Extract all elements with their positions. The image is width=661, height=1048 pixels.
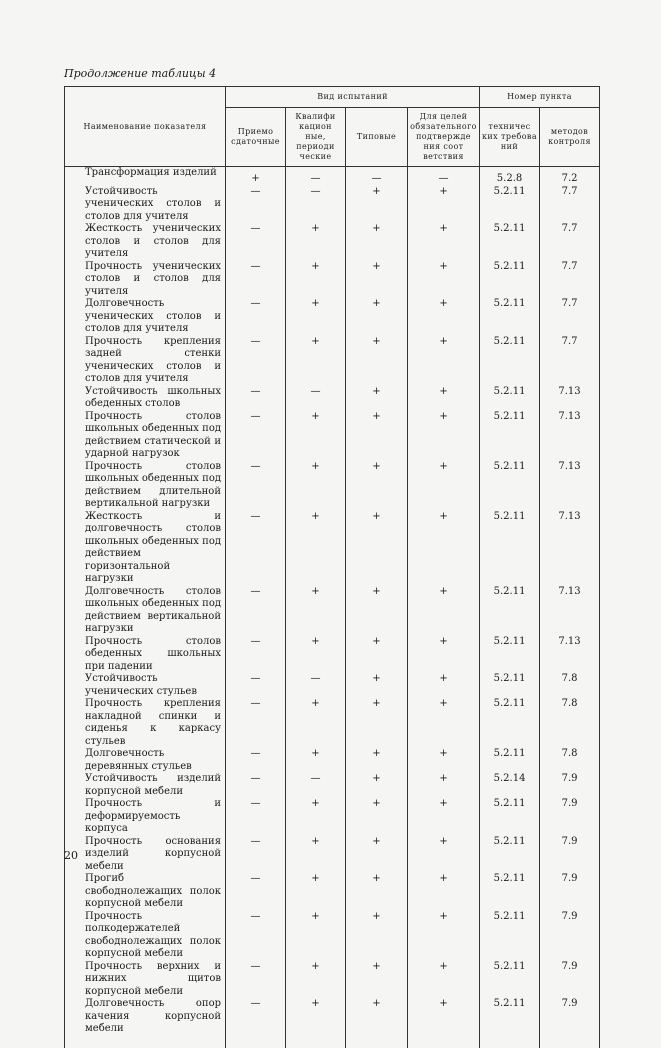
certification-cell: + — [408, 748, 480, 773]
header-acceptance: Приемо сдаточные — [226, 108, 286, 167]
type-test-cell: + — [346, 673, 408, 698]
table-row — [65, 836, 600, 874]
header-name: Наименование показателя — [65, 87, 226, 167]
type-test-cell: — — [346, 167, 408, 186]
row-name: Долговечность столов школьных обеденных под действием вертикальной нагрузки — [65, 586, 226, 636]
qualification-cell: + — [286, 798, 346, 836]
control-method-cell: 7.7 — [540, 186, 600, 224]
acceptance-cell: — — [226, 698, 286, 748]
row-name: Прочность крепления накладной спинки и сиденья к каркасу стульев — [65, 698, 226, 748]
certification-cell: + — [408, 261, 480, 299]
row-name: Прогиб свободнолежащих полок корпусной мебели — [65, 873, 226, 911]
row-name: Прочность основания изделий корпусной мебели — [65, 836, 226, 874]
qualification-cell: + — [286, 698, 346, 748]
tech-req-cell: 5.2.11 — [480, 461, 540, 511]
certification-cell: + — [408, 836, 480, 874]
certification-cell: + — [408, 961, 480, 999]
certification-cell: + — [408, 298, 480, 336]
type-test-cell: + — [346, 698, 408, 748]
control-method-cell: 7.8 — [540, 673, 600, 698]
filler-cell — [65, 1036, 226, 1048]
tests-table — [64, 86, 600, 1048]
table-row — [65, 748, 600, 773]
tech-req-cell: 5.2.14 — [480, 773, 540, 798]
control-method-cell: 7.9 — [540, 873, 600, 911]
acceptance-cell: — — [226, 961, 286, 999]
qualification-cell: + — [286, 511, 346, 586]
filler-cell — [540, 1036, 600, 1048]
acceptance-cell: + — [226, 167, 286, 186]
tech-req-cell: 5.2.11 — [480, 961, 540, 999]
tech-req-cell: 5.2.11 — [480, 386, 540, 411]
control-method-cell: 7.9 — [540, 798, 600, 836]
control-method-cell: 7.13 — [540, 411, 600, 461]
control-method-cell: 7.8 — [540, 748, 600, 773]
table-row — [65, 673, 600, 698]
table-row — [65, 186, 600, 224]
row-name: Прочность ученических столов и столов для учителя — [65, 261, 226, 299]
control-method-cell: 7.13 — [540, 636, 600, 674]
control-method-cell: 7.9 — [540, 998, 600, 1036]
certification-cell: + — [408, 411, 480, 461]
row-name: Устойчивость школьных обеденных столов — [65, 386, 226, 411]
qualification-cell: + — [286, 636, 346, 674]
tech-req-cell: 5.2.11 — [480, 748, 540, 773]
tech-req-cell: 5.2.11 — [480, 261, 540, 299]
row-name: Трансформация изделий — [65, 167, 226, 186]
acceptance-cell: — — [226, 636, 286, 674]
qualification-cell: — — [286, 673, 346, 698]
row-name: Прочность столов обеденных школьных при падении — [65, 636, 226, 674]
header-test-group: Вид испытаний — [226, 87, 480, 108]
table-row — [65, 998, 600, 1036]
control-method-cell: 7.9 — [540, 961, 600, 999]
control-method-cell: 7.9 — [540, 773, 600, 798]
type-test-cell: + — [346, 636, 408, 674]
tech-req-cell: 5.2.11 — [480, 911, 540, 961]
type-test-cell: + — [346, 461, 408, 511]
table-row — [65, 911, 600, 961]
table-row — [65, 336, 600, 386]
control-method-cell: 7.7 — [540, 261, 600, 299]
row-name: Жесткость ученических столов и столов для учителя — [65, 223, 226, 261]
certification-cell: + — [408, 698, 480, 748]
table-row — [65, 411, 600, 461]
row-name: Прочность столов школьных обеденных под действием статической и ударной нагрузок — [65, 411, 226, 461]
type-test-cell: + — [346, 261, 408, 299]
acceptance-cell: — — [226, 298, 286, 336]
filler-cell — [226, 1036, 286, 1048]
row-name: Прочность крепления задней стенки ученических столов и столов для учителя — [65, 336, 226, 386]
table-row — [65, 773, 600, 798]
acceptance-cell: — — [226, 461, 286, 511]
table-row — [65, 961, 600, 999]
acceptance-cell: — — [226, 911, 286, 961]
qualification-cell: — — [286, 167, 346, 186]
certification-cell: + — [408, 511, 480, 586]
table-row — [65, 698, 600, 748]
certification-cell: + — [408, 386, 480, 411]
tech-req-cell: 5.2.11 — [480, 673, 540, 698]
tech-req-cell: 5.2.11 — [480, 636, 540, 674]
qualification-cell: + — [286, 911, 346, 961]
control-method-cell: 7.13 — [540, 511, 600, 586]
row-name: Долговечность ученических столов и столов для учителя — [65, 298, 226, 336]
qualification-cell: + — [286, 961, 346, 999]
table-row — [65, 386, 600, 411]
table-row — [65, 298, 600, 336]
type-test-cell: + — [346, 773, 408, 798]
control-method-cell: 7.7 — [540, 336, 600, 386]
row-name: Прочность верхних и нижних щитов корпусной мебели — [65, 961, 226, 999]
filler-cell — [286, 1036, 346, 1048]
type-test-cell: + — [346, 411, 408, 461]
table-body — [65, 167, 600, 1048]
qualification-cell: — — [286, 386, 346, 411]
filler-cell — [346, 1036, 408, 1048]
acceptance-cell: — — [226, 386, 286, 411]
tech-req-cell: 5.2.11 — [480, 698, 540, 748]
control-method-cell: 7.7 — [540, 223, 600, 261]
row-name: Прочность столов школьных обеденных под действием длительной вертикальной нагрузки — [65, 461, 226, 511]
filler-cell — [408, 1036, 480, 1048]
certification-cell: + — [408, 586, 480, 636]
header-type-test: Типовые — [346, 108, 408, 167]
row-name: Устойчивость изделий корпусной мебели — [65, 773, 226, 798]
row-name: Жесткость и долговечность столов школьных обеденных под действием горизонтальной нагрузки — [65, 511, 226, 586]
certification-cell: + — [408, 998, 480, 1036]
tech-req-cell: 5.2.11 — [480, 998, 540, 1036]
tech-req-cell: 5.2.11 — [480, 798, 540, 836]
type-test-cell: + — [346, 386, 408, 411]
type-test-cell: + — [346, 911, 408, 961]
control-method-cell: 7.8 — [540, 698, 600, 748]
certification-cell: + — [408, 798, 480, 836]
table-row — [65, 636, 600, 674]
certification-cell: + — [408, 636, 480, 674]
certification-cell: + — [408, 873, 480, 911]
header-point-group: Номер пункта — [480, 87, 600, 108]
acceptance-cell: — — [226, 798, 286, 836]
row-name: Устойчивость ученических стульев — [65, 673, 226, 698]
row-name: Прочность и деформируемость корпуса — [65, 798, 226, 836]
table-row — [65, 798, 600, 836]
type-test-cell: + — [346, 336, 408, 386]
type-test-cell: + — [346, 836, 408, 874]
header-certification: Для целей обязательного подтвержде ния соот ветствия — [408, 108, 480, 167]
table-caption: Продолжение таблицы 4 — [64, 67, 217, 80]
type-test-cell: + — [346, 223, 408, 261]
qualification-cell: + — [286, 586, 346, 636]
acceptance-cell: — — [226, 261, 286, 299]
control-method-cell: 7.13 — [540, 586, 600, 636]
acceptance-cell: — — [226, 773, 286, 798]
table-row — [65, 511, 600, 586]
tech-req-cell: 5.2.11 — [480, 186, 540, 224]
certification-cell: + — [408, 461, 480, 511]
qualification-cell: + — [286, 261, 346, 299]
certification-cell: + — [408, 911, 480, 961]
certification-cell: — — [408, 167, 480, 186]
tech-req-cell: 5.2.8 — [480, 167, 540, 186]
type-test-cell: + — [346, 511, 408, 586]
acceptance-cell: — — [226, 873, 286, 911]
acceptance-cell: — — [226, 511, 286, 586]
control-method-cell: 7.9 — [540, 836, 600, 874]
row-name: Прочность полкодержателей свободнолежащих полок корпусной мебели — [65, 911, 226, 961]
control-method-cell: 7.7 — [540, 298, 600, 336]
qualification-cell: + — [286, 411, 346, 461]
tech-req-cell: 5.2.11 — [480, 873, 540, 911]
acceptance-cell: — — [226, 411, 286, 461]
acceptance-cell: — — [226, 836, 286, 874]
qualification-cell: + — [286, 223, 346, 261]
qualification-cell: + — [286, 998, 346, 1036]
row-name: Устойчивость ученических столов и столов для учителя — [65, 186, 226, 224]
table-row — [65, 223, 600, 261]
certification-cell: + — [408, 773, 480, 798]
tech-req-cell: 5.2.11 — [480, 298, 540, 336]
type-test-cell: + — [346, 586, 408, 636]
tech-req-cell: 5.2.11 — [480, 586, 540, 636]
type-test-cell: + — [346, 186, 408, 224]
acceptance-cell: — — [226, 998, 286, 1036]
table-row — [65, 873, 600, 911]
tech-req-cell: 5.2.11 — [480, 511, 540, 586]
qualification-cell: + — [286, 461, 346, 511]
header-qualification: Квалифи кацион ные, периоди ческие — [286, 108, 346, 167]
certification-cell: + — [408, 673, 480, 698]
acceptance-cell: — — [226, 336, 286, 386]
table-row — [65, 167, 600, 186]
acceptance-cell: — — [226, 586, 286, 636]
row-name: Долговечность деревянных стульев — [65, 748, 226, 773]
certification-cell: + — [408, 223, 480, 261]
type-test-cell: + — [346, 873, 408, 911]
acceptance-cell: — — [226, 186, 286, 224]
type-test-cell: + — [346, 961, 408, 999]
type-test-cell: + — [346, 298, 408, 336]
tech-req-cell: 5.2.11 — [480, 223, 540, 261]
qualification-cell: + — [286, 836, 346, 874]
qualification-cell: + — [286, 748, 346, 773]
tech-req-cell: 5.2.11 — [480, 836, 540, 874]
acceptance-cell: — — [226, 223, 286, 261]
control-method-cell: 7.13 — [540, 386, 600, 411]
type-test-cell: + — [346, 748, 408, 773]
qualification-cell: + — [286, 298, 346, 336]
table-filler-row — [65, 1036, 600, 1048]
qualification-cell: — — [286, 773, 346, 798]
type-test-cell: + — [346, 998, 408, 1036]
header-control-methods: методов контроля — [540, 108, 600, 167]
qualification-cell: + — [286, 873, 346, 911]
acceptance-cell: — — [226, 673, 286, 698]
table-row — [65, 461, 600, 511]
tech-req-cell: 5.2.11 — [480, 411, 540, 461]
page-number: 20 — [64, 849, 78, 862]
tech-req-cell: 5.2.11 — [480, 336, 540, 386]
header-tech-req: техничес ких требова ний — [480, 108, 540, 167]
qualification-cell: + — [286, 336, 346, 386]
control-method-cell: 7.13 — [540, 461, 600, 511]
certification-cell: + — [408, 336, 480, 386]
row-name: Долговечность опор качения корпусной мебели — [65, 998, 226, 1036]
control-method-cell: 7.2 — [540, 167, 600, 186]
qualification-cell: — — [286, 186, 346, 224]
control-method-cell: 7.9 — [540, 911, 600, 961]
table-row — [65, 586, 600, 636]
table-row — [65, 261, 600, 299]
type-test-cell: + — [346, 798, 408, 836]
acceptance-cell: — — [226, 748, 286, 773]
certification-cell: + — [408, 186, 480, 224]
filler-cell — [480, 1036, 540, 1048]
